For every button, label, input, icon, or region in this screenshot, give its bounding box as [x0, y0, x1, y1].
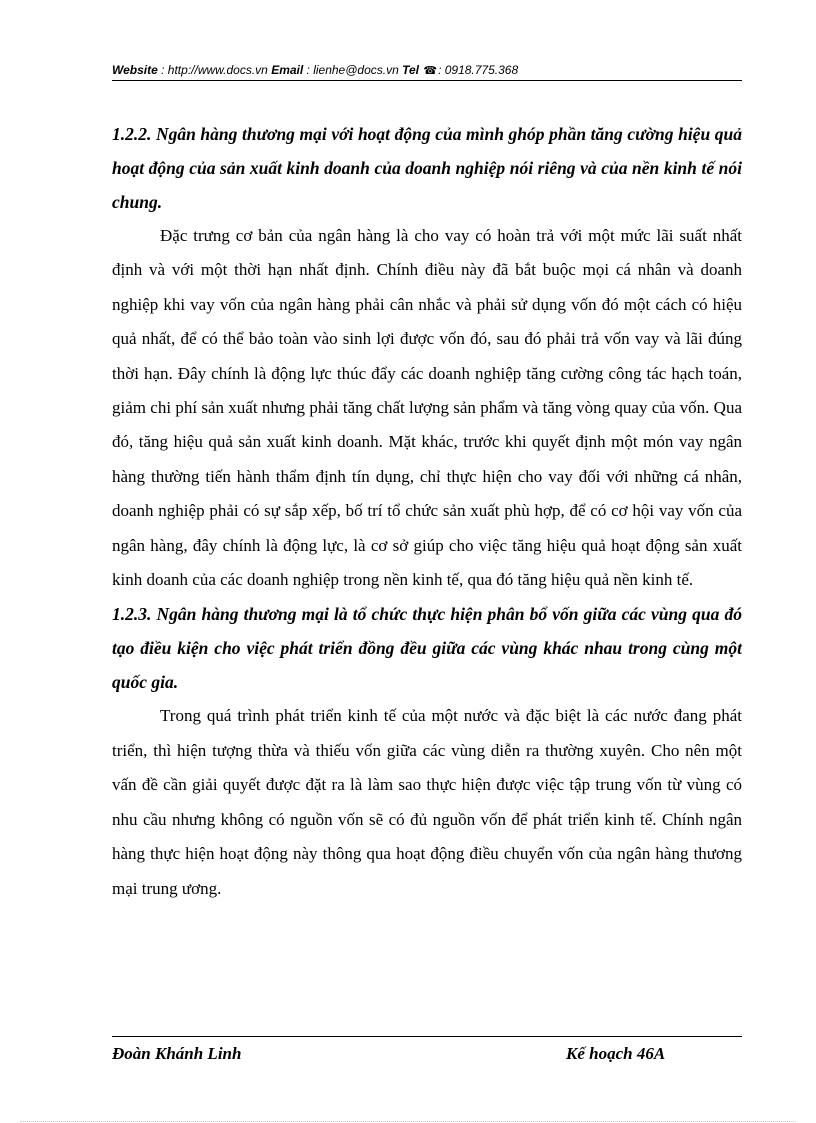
- page-bottom-dotted-border: [20, 1121, 796, 1122]
- website-value: : http://www.docs.vn: [157, 63, 272, 77]
- email-label: Email: [271, 63, 304, 77]
- email-value: : lienhe@docs.vn: [303, 63, 403, 77]
- phone-icon: ☎: [423, 65, 438, 77]
- section-paragraph-1-2-2: Đặc trưng cơ bản của ngân hàng là cho vay có hoàn trả với một mức lãi suất nhất định và với một thời hạn nhất định. Chính điều này đã bắt buộc mọi cá nhân và doanh nghiệp khi vay vốn của ngân hàng phải cân nhắc và phải sử dụng vốn đó một cách có hiệu quả nhất, để có thể bảo toàn vào sinh lợi được vốn đó, sau đó phải trả vốn vay và lãi đúng thời hạn. Đây chính là động lực thúc đẩy các doanh nghiệp tăng cường công tác hạch toán, giảm chi phí sản xuất nhưng phải tăng chất lượng sản phẩm và tăng vòng quay của vốn. Qua đó, tăng hiệu quả sản xuất kinh doanh. Mặt khác, trước khi quyết định một món vay ngân hàng thường tiến hành thẩm định tín dụng, chỉ thực hiện cho vay đối với những cá nhân, doanh nghiệp phải có sự sắp xếp, bố trí tổ chức sản xuất phù hợp, để có cơ hội vay vốn của ngân hàng, đây chính là động lực, là cơ sở giúp cho việc tăng hiệu quả hoạt động sản xuất kinh doanh của các doanh nghiệp trong nền kinh tế, qua đó tăng hiệu quả nền kinh tế.: [112, 226, 742, 590]
- section-paragraph-1-2-3: Trong quá trình phát triển kinh tế của một nước và đặc biệt là các nước đang phát triển, thì hiện tượng thừa và thiếu vốn giữa các vùng diễn ra thường xuyên. Cho nên một vấn đề cần giải quyết được đặt ra là làm sao thực hiện được việc tập trung vốn từ vùng có nhu cầu nhưng không có nguồn vốn sẽ có đủ nguồn vốn để phát triển kinh tế. Chính ngân hàng thực hiện hoạt động này thông qua hoạt động điều chuyển vốn của ngân hàng thương mại trung ương.: [112, 706, 742, 898]
- section-heading-1-2-2: 1.2.2. Ngân hàng thương mại với hoạt động của mình ghóp phần tăng cường hiệu quả hoạt động của sản xuất kinh doanh của doanh nghiệp nói riêng và của nền kinh tế nói chung.: [112, 124, 742, 212]
- section-heading-1-2-3: 1.2.3. Ngân hàng thương mại là tổ chức thực hiện phân bổ vốn giữa các vùng qua đó tạo điều kiện cho việc phát triển đồng đều giữa các vùng khác nhau trong cùng một quốc gia.: [112, 604, 742, 693]
- tel-value: : 0918.775.368: [438, 63, 519, 77]
- main-content: [112, 117, 742, 906]
- website-label: Website: [112, 63, 158, 77]
- header-divider: [112, 80, 742, 81]
- tel-label: Tel: [402, 63, 420, 77]
- page-header: [112, 61, 742, 80]
- footer-author: Đoàn Khánh Linh: [112, 1044, 242, 1063]
- footer-class: Kế hoạch 46A: [566, 1044, 666, 1063]
- footer-divider: [112, 1036, 742, 1037]
